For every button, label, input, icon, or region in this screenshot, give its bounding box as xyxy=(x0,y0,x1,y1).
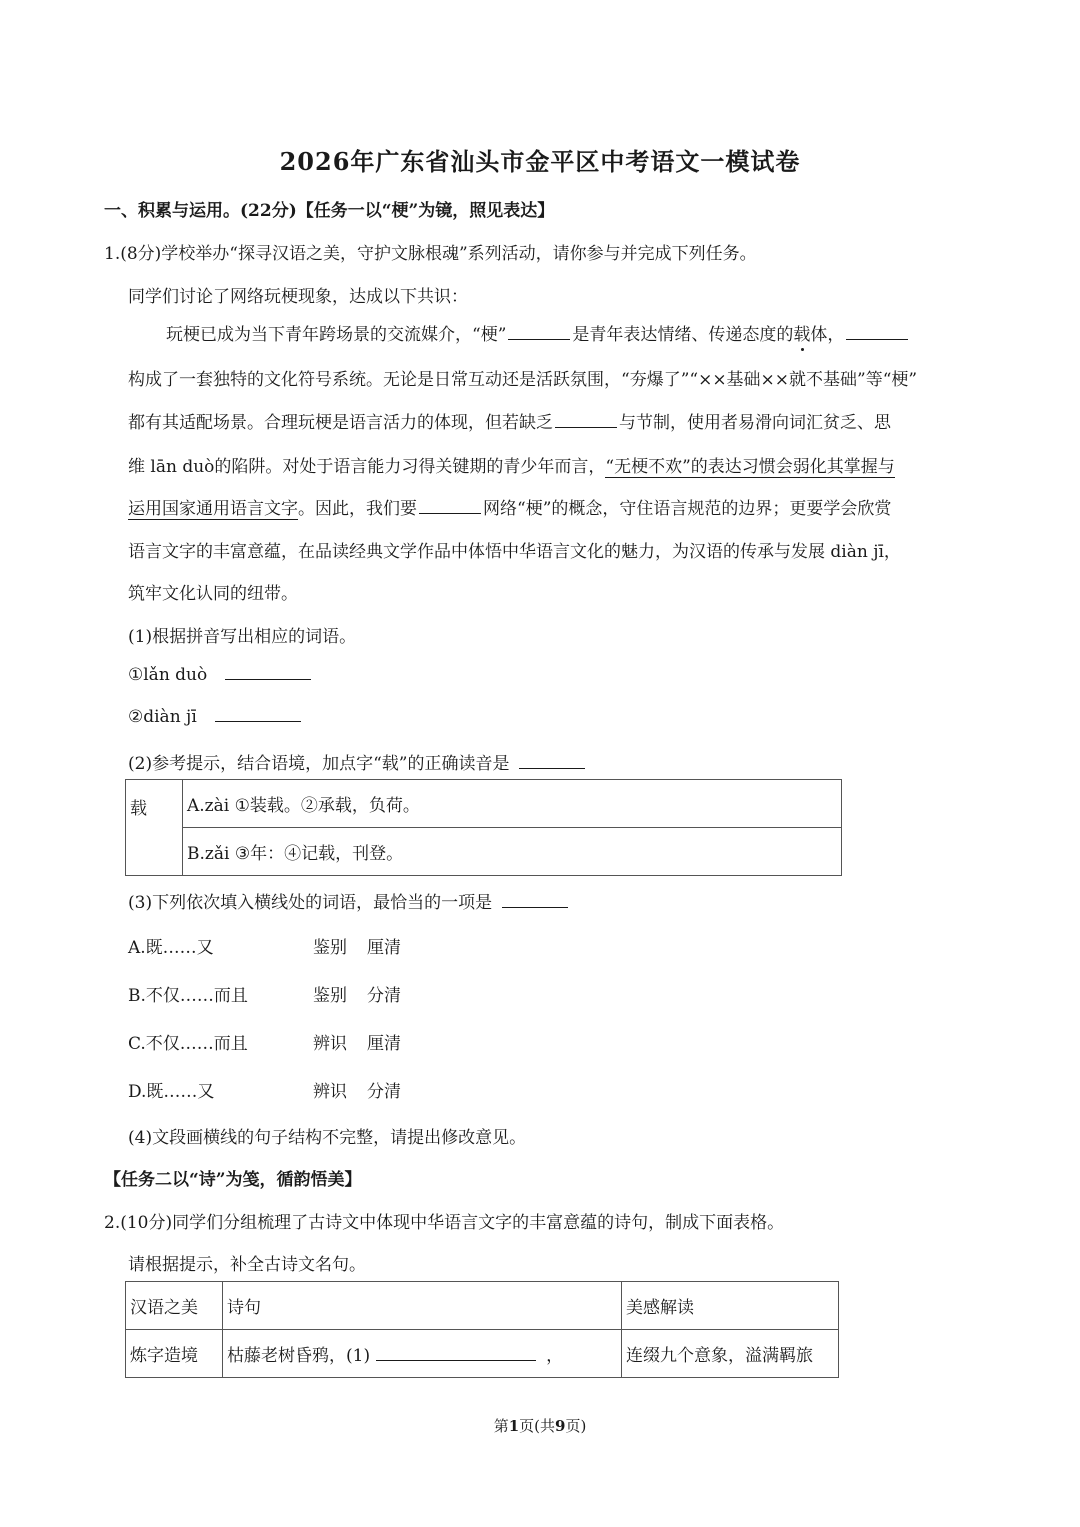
pinyin-item-2 xyxy=(128,707,303,727)
passage-line-7: 筑牢文化认同的纽带。 xyxy=(128,584,298,604)
option-c xyxy=(128,1029,401,1054)
footer-text: 页) xyxy=(565,1417,587,1435)
passage-line-2: 构成了一套独特的文化符号系统。无论是日常互动还是活跃氛围，“夯爆了”“××基础××就不基础”等“梗” xyxy=(128,370,918,390)
question-1-stem: 1.(8分)学校举办“探寻汉语之美，守护文脉根魂”系列活动，请你参与并完成下列任务。 xyxy=(104,244,757,264)
option-label: B.不仅……而且 xyxy=(128,986,248,1006)
question-text: (2)参考提示，结合语境，加点字“载”的正确读音是 xyxy=(128,754,510,774)
poetry-table xyxy=(125,1281,839,1378)
option-word: 辨识 xyxy=(313,1082,347,1102)
passage-text: 都有其适配场景。合理玩梗是语言活力的体现，但若缺乏 xyxy=(128,413,553,433)
pinyin-item-1 xyxy=(128,665,313,685)
sub-question-2 xyxy=(128,749,587,774)
section-heading: 一、积累与运用。(22分)【任务一以“梗”为镜，照见表达】 xyxy=(104,201,555,221)
answer-blank xyxy=(519,767,585,769)
answer-blank xyxy=(419,512,481,514)
table-cell-option-a: A.zài ①装载。②承载，负荷。 xyxy=(183,780,842,828)
table-cell: 炼字造境 xyxy=(126,1330,223,1378)
sub-question-3 xyxy=(128,888,570,913)
poem-text: ， xyxy=(546,1346,564,1366)
poem-text: 枯藤老树昏鸦，(1) xyxy=(227,1346,371,1366)
passage-text: 与节制，使用者易滑向词汇贫乏、思 xyxy=(619,413,891,433)
question-2-stem: 2.(10分)同学们分组梳理了古诗文中体现中华语言文字的丰富意蕴的诗句，制成下面表格。 xyxy=(104,1213,785,1233)
option-word: 辨识 xyxy=(313,1034,347,1054)
option-word: 分清 xyxy=(367,986,401,1006)
page-number: 1 xyxy=(508,1417,520,1435)
option-label: D.既……又 xyxy=(128,1082,215,1102)
dotted-character: 载 xyxy=(793,320,810,345)
answer-blank xyxy=(555,426,617,428)
underlined-sentence: “无梗不欢”的表达习惯会弱化其掌握与 xyxy=(605,457,895,477)
table-cell-char: 载 xyxy=(126,780,183,876)
option-word: 厘清 xyxy=(367,1034,401,1054)
table-header: 美感解读 xyxy=(622,1282,839,1330)
sub-question-1: (1)根据拼音写出相应的词语。 xyxy=(128,627,357,647)
passage-line-5 xyxy=(128,494,891,519)
option-b xyxy=(128,981,401,1006)
option-label: C.不仅……而且 xyxy=(128,1034,248,1054)
passage-line-3 xyxy=(128,408,891,433)
pinyin-label: ①lǎn duò xyxy=(128,665,208,685)
sub-question-4: (4)文段画横线的句子结构不完整，请提出修改意见。 xyxy=(128,1128,527,1148)
passage-text: 维 lān duò的陷阱。对处于语言能力习得关键期的青少年而言， xyxy=(128,457,606,477)
question-1-intro: 同学们讨论了网络玩梗现象，达成以下共识： xyxy=(128,287,468,307)
answer-blank xyxy=(215,720,301,722)
option-a xyxy=(128,933,401,958)
table-cell: 连缀九个意象，溢满羁旅 xyxy=(622,1330,839,1378)
task-2-heading: 【任务二以“诗”为笺，循韵悟美】 xyxy=(104,1170,362,1190)
option-d xyxy=(128,1077,401,1102)
table-cell-poem xyxy=(223,1330,622,1378)
answer-blank xyxy=(508,338,570,340)
question-text: (3)下列依次填入横线处的词语，最恰当的一项是 xyxy=(128,893,493,913)
table-header: 诗句 xyxy=(223,1282,622,1330)
footer-text: 第 xyxy=(493,1417,509,1435)
pronunciation-table xyxy=(125,779,842,876)
passage-line-6: 语言文字的丰富意蕴，在品读经典文学作品中体悟中华语言文化的魅力，为汉语的传承与发展 diàn jī， xyxy=(128,542,901,562)
option-label: A.既……又 xyxy=(128,938,214,958)
answer-blank xyxy=(376,1359,536,1361)
passage-text: 体， xyxy=(810,325,845,345)
passage-text: 是青年表达情绪、传递态度的 xyxy=(572,325,794,345)
underlined-sentence: 运用国家通用语言文字 xyxy=(128,499,298,519)
option-word: 厘清 xyxy=(367,938,401,958)
answer-blank xyxy=(846,338,908,340)
table-cell-option-b: B.zǎi ③年：④记载，刊登。 xyxy=(183,828,842,876)
option-word: 鉴别 xyxy=(313,986,347,1006)
answer-blank xyxy=(225,678,311,680)
passage-text: 。因此，我们要 xyxy=(298,499,417,519)
passage-line-1 xyxy=(166,320,910,345)
table-header: 汉语之美 xyxy=(126,1282,223,1330)
option-word: 鉴别 xyxy=(313,938,347,958)
answer-blank xyxy=(502,906,568,908)
passage-text: 网络“梗”的概念，守住语言规范的边界；更要学会欣赏 xyxy=(483,499,892,519)
page-total: 9 xyxy=(555,1417,566,1435)
page-title: 2026年广东省汕头市金平区中考语文一模试卷 xyxy=(279,147,801,176)
question-2-intro: 请根据提示，补全古诗文名句。 xyxy=(128,1255,366,1275)
passage-text: 玩梗已成为当下青年跨场景的交流媒介，“梗” xyxy=(166,325,507,345)
footer-text: 页(共 xyxy=(519,1417,555,1435)
pinyin-label: ②diàn jī xyxy=(128,707,197,727)
option-word: 分清 xyxy=(367,1082,401,1102)
passage-line-4 xyxy=(128,452,895,477)
page-footer xyxy=(0,1415,1080,1436)
